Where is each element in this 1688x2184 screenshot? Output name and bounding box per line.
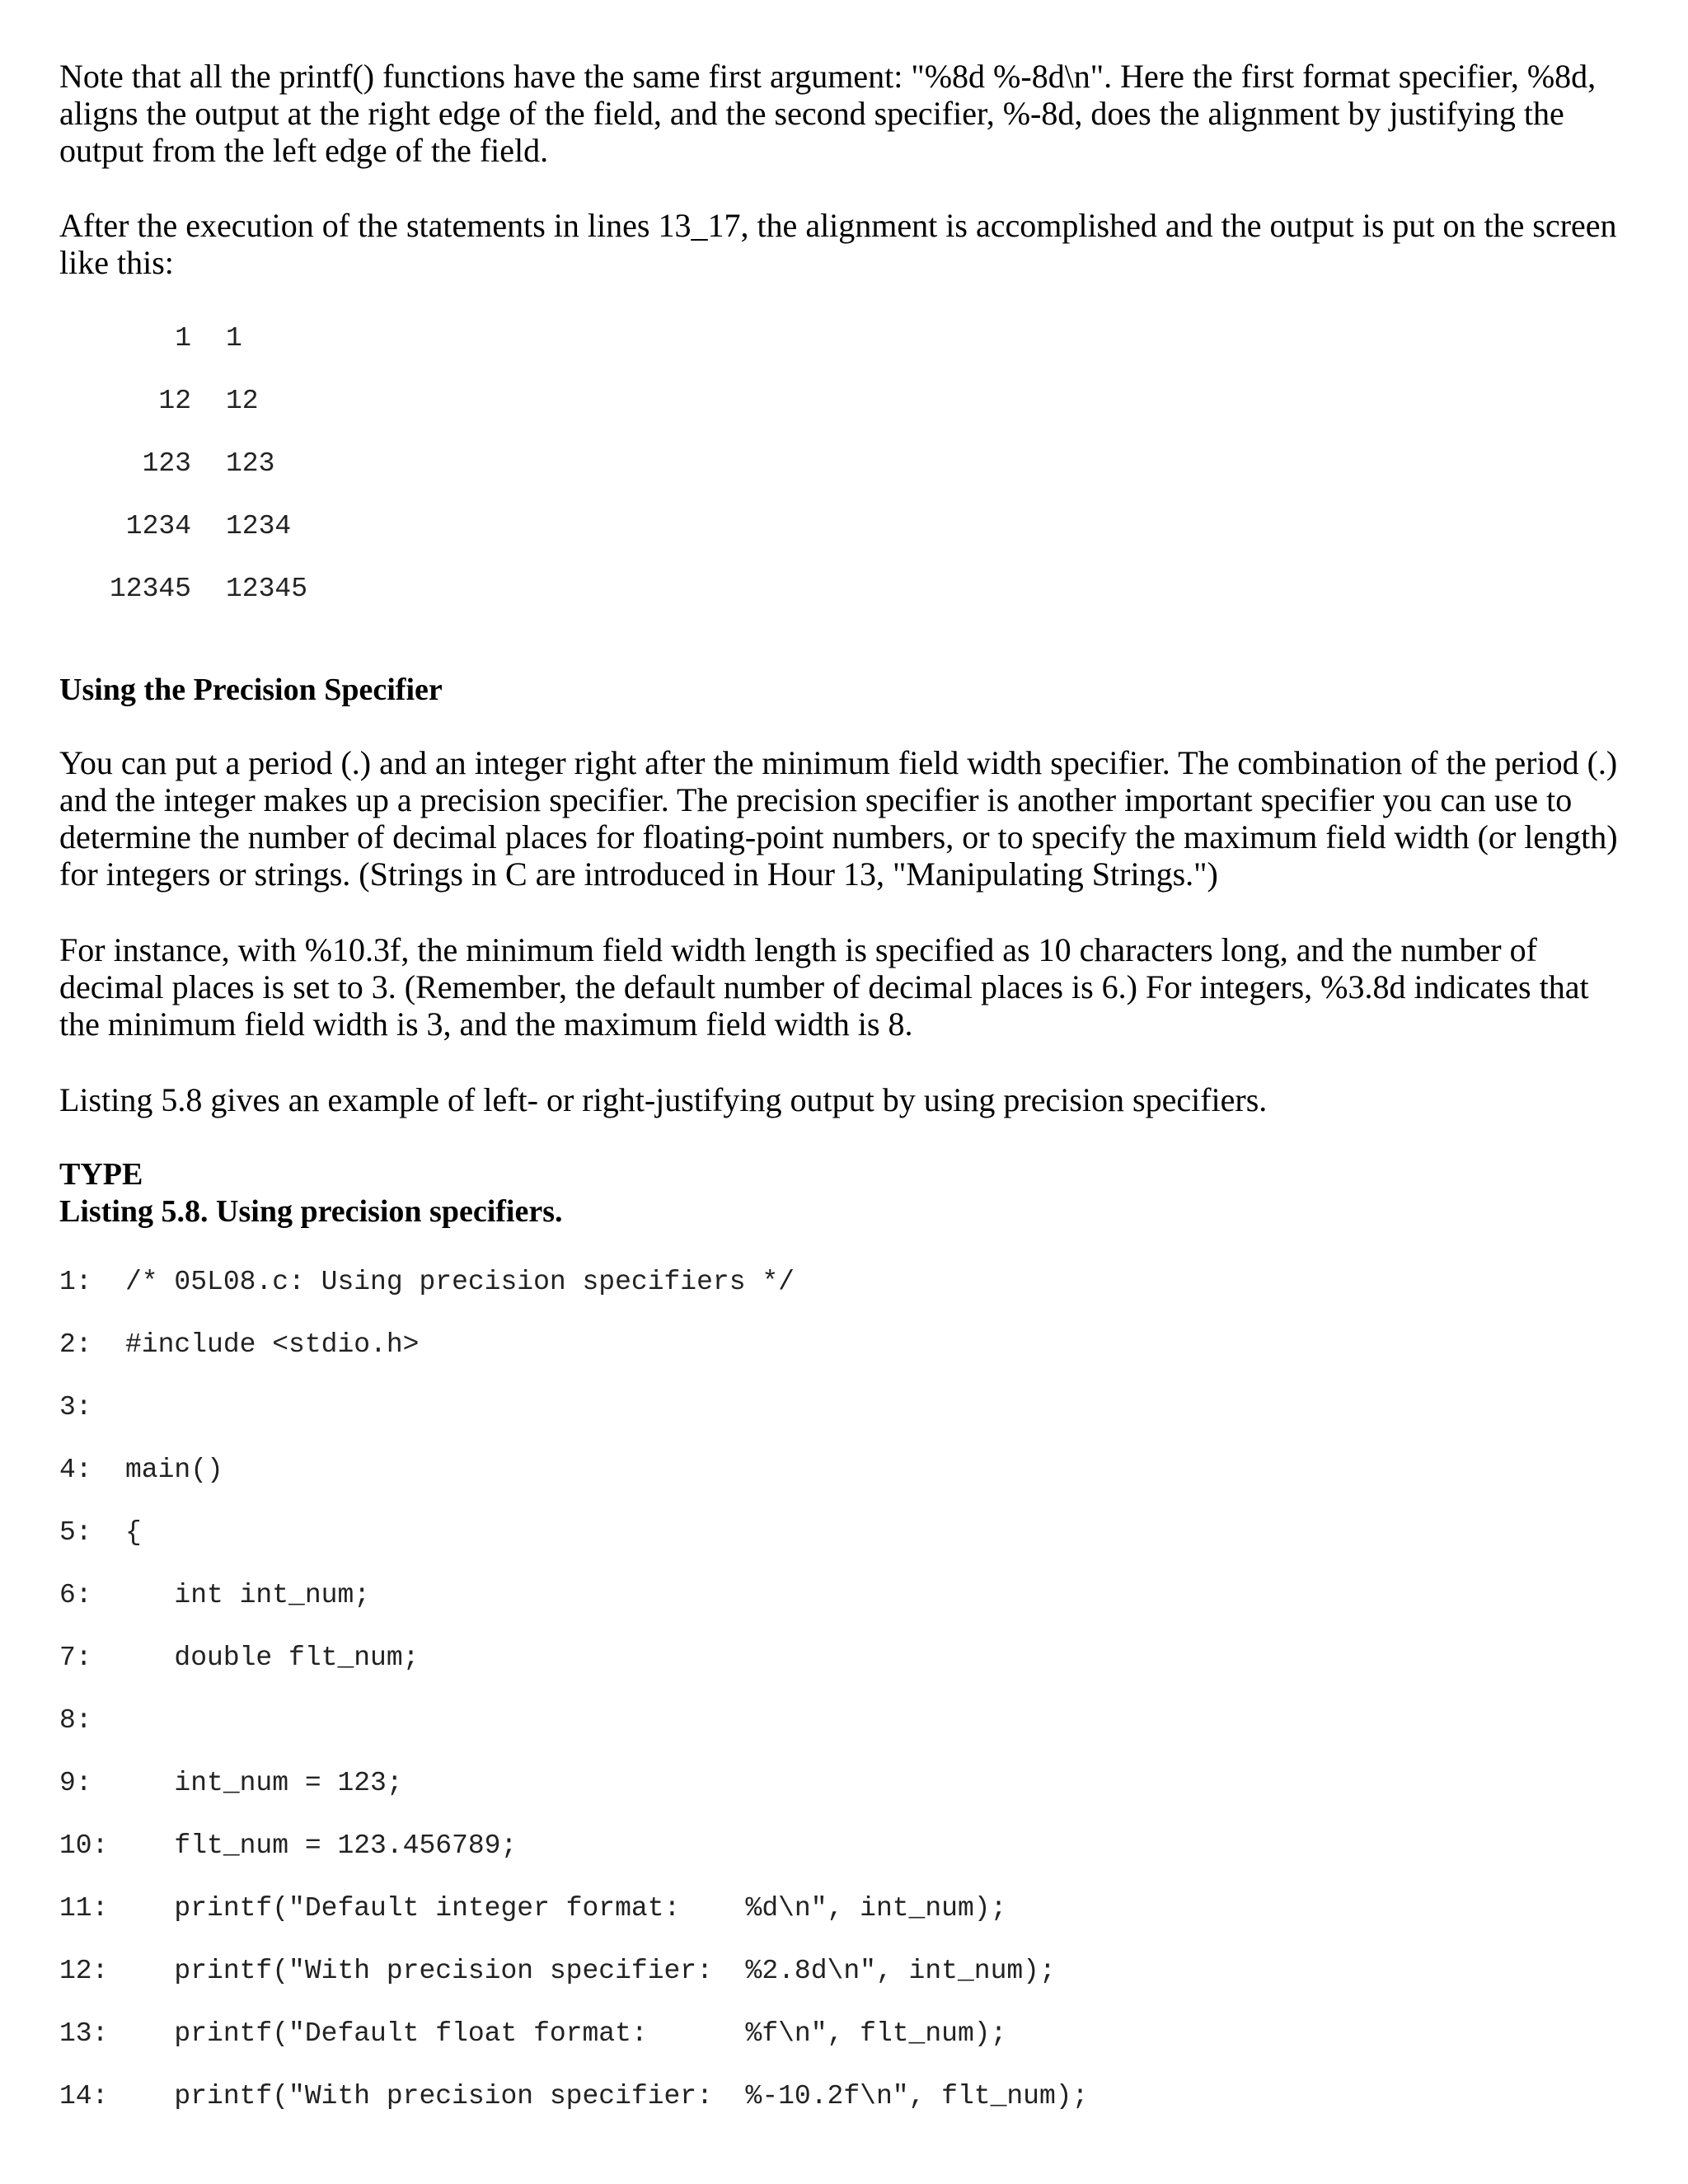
code-line	[59, 1376, 1634, 1439]
code-text: printf("Default float format: %f\n", flt_num);	[125, 2018, 1007, 2049]
output-row	[59, 370, 1634, 433]
line-number: 13:	[59, 2018, 109, 2049]
code-line	[59, 2003, 1634, 2065]
code-line	[59, 1877, 1634, 1940]
listing-type-label: TYPE	[59, 1157, 143, 1192]
code-line	[59, 1251, 1634, 1314]
output-right-aligned: 123	[142, 448, 191, 479]
code-line	[59, 1314, 1634, 1376]
code-line	[59, 1627, 1634, 1690]
code-line	[59, 1690, 1634, 1752]
code-text: flt_num = 123.456789;	[125, 1830, 518, 1861]
code-line	[59, 1439, 1634, 1502]
code-text: printf("With precision specifier: %2.8d\n", int_num);	[125, 1956, 1056, 1986]
line-number: 1:	[59, 1267, 92, 1297]
code-text: double flt_num;	[125, 1643, 420, 1673]
code-line	[59, 1564, 1634, 1627]
output-right-aligned: 1	[175, 323, 191, 354]
code-line	[59, 1502, 1634, 1564]
line-number: 12:	[59, 1956, 109, 1986]
code-text: int_num = 123;	[125, 1768, 403, 1798]
paragraph-note: Note that all the printf() functions have the same first argument: "%8d %-8d\n". Here the first format specifier, %8d, aligns the output at the right edge of the field, and the second specifier, %-8d, does the alignment by justifying the output from the left edge of the field.	[59, 58, 1597, 169]
line-number: 7:	[59, 1643, 92, 1673]
code-text: #include <stdio.h>	[125, 1329, 420, 1360]
code-text: printf("With precision specifier: %-10.2f\n", flt_num);	[125, 2081, 1089, 2111]
output-row	[59, 433, 1634, 495]
output-left-aligned: 12	[226, 386, 259, 416]
output-right-aligned: 12345	[109, 574, 191, 604]
program-output	[59, 307, 1634, 621]
paragraph-after-execution: After the execution of the statements in lines 13_17, the alignment is accomplished and the output is put on the screen like this:	[59, 207, 1617, 281]
document-page	[59, 58, 1634, 2128]
output-left-aligned: 12345	[226, 574, 308, 604]
line-number: 10:	[59, 1830, 109, 1861]
output-row	[59, 307, 1634, 370]
output-row	[59, 495, 1634, 558]
output-left-aligned: 123	[226, 448, 275, 479]
paragraph-period: You can put a period (.) and an integer right after the minimum field width specifier. The combination of the period (.) and the integer makes up a precision specifier. The precision specifier is another important specifier you can use to determine the number of decimal places for floating-point numbers, or to specify the maximum field width (or length) for integers or strings. (Strings in C are introduced in Hour 13, "Manipulating Strings.")	[59, 744, 1618, 893]
listing-title: Listing 5.8. Using precision specifiers.	[59, 1194, 563, 1229]
line-number: 14:	[59, 2081, 109, 2111]
output-left-aligned: 1234	[226, 511, 292, 541]
line-number: 3:	[59, 1392, 92, 1422]
code-line	[59, 1940, 1634, 2003]
line-number: 5:	[59, 1517, 92, 1548]
line-number: 11:	[59, 1893, 109, 1924]
section-heading-precision: Using the Precision Specifier	[59, 673, 443, 707]
code-text: main()	[125, 1455, 223, 1485]
code-line	[59, 1815, 1634, 1877]
code-line	[59, 1752, 1634, 1815]
code-text: int int_num;	[125, 1580, 371, 1610]
line-number: 6:	[59, 1580, 92, 1610]
output-left-aligned: 1	[226, 323, 242, 354]
code-line	[59, 2065, 1634, 2128]
line-number: 8:	[59, 1705, 92, 1736]
line-number: 9:	[59, 1768, 92, 1798]
line-number: 4:	[59, 1455, 92, 1485]
code-listing	[59, 1251, 1634, 2128]
output-right-aligned: 12	[158, 386, 191, 416]
paragraph-listing-intro: Listing 5.8 gives an example of left- or right-justifying output by using precision specifiers.	[59, 1081, 1268, 1118]
code-text: {	[125, 1517, 142, 1548]
code-text: printf("Default integer format: %d\n", int_num);	[125, 1893, 1007, 1924]
paragraph-instance: For instance, with %10.3f, the minimum field width length is specified as 10 characters long, and the number of decimal places is set to 3. (Remember, the default number of decimal places is 6.) For integers, %3.8d indicates that the minimum field width is 3, and the maximum field width is 8.	[59, 931, 1589, 1043]
output-row	[59, 558, 1634, 621]
code-text: /* 05L08.c: Using precision specifiers */	[125, 1267, 795, 1297]
output-right-aligned: 1234	[125, 511, 191, 541]
line-number: 2:	[59, 1329, 92, 1360]
